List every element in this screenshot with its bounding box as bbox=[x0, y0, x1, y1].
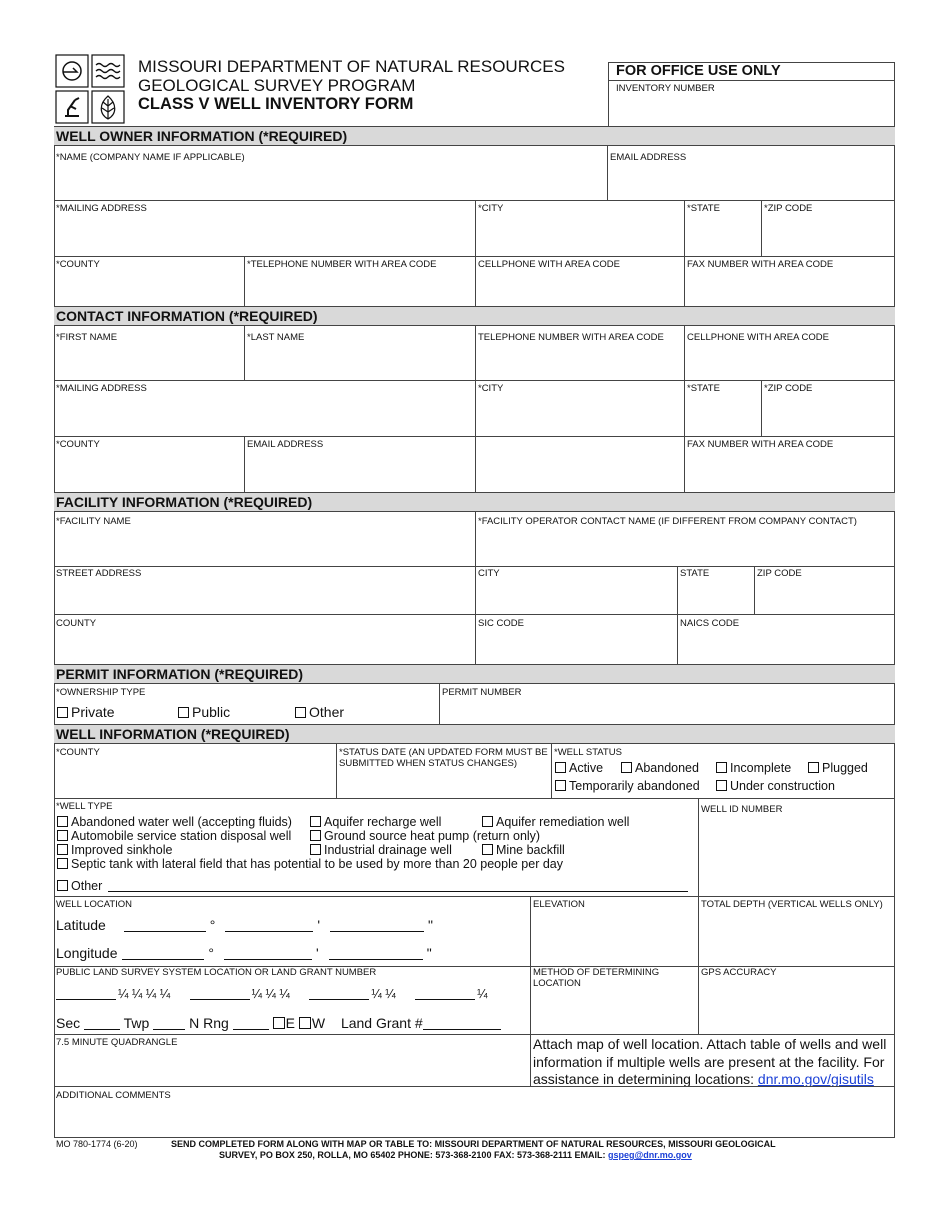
abandoned-label: Abandoned bbox=[635, 761, 699, 775]
quadrangle-label: 7.5 MINUTE QUADRANGLE bbox=[56, 1037, 178, 1048]
lat-minutes-field[interactable] bbox=[225, 919, 313, 932]
facility-operator-label: *FACILITY OPERATOR CONTACT NAME (IF DIFFERENT FROM COMPANY CONTACT) bbox=[478, 516, 857, 527]
gisutils-link[interactable]: dnr.mo.gov/gisutils bbox=[757, 1071, 874, 1087]
owner-zip-label: *ZIP CODE bbox=[764, 203, 813, 214]
facility-name-label: *FACILITY NAME bbox=[56, 516, 131, 527]
comments-label: ADDITIONAL COMMENTS bbox=[56, 1090, 171, 1101]
quarter-2-label: ¼ ¼ bbox=[371, 987, 396, 1001]
owner-mailing-field[interactable] bbox=[56, 215, 472, 253]
status-abandoned-option[interactable] bbox=[621, 761, 699, 775]
owner-fax-label: FAX NUMBER WITH AREA CODE bbox=[687, 259, 834, 270]
contact-first-field[interactable] bbox=[56, 344, 241, 378]
status-date-label-2: SUBMITTED WHEN STATUS CHANGES) bbox=[339, 758, 518, 769]
elevation-label: ELEVATION bbox=[533, 899, 585, 910]
type-ground-option[interactable] bbox=[310, 829, 540, 843]
method-label-2: LOCATION bbox=[533, 978, 581, 989]
well-county-field[interactable] bbox=[56, 760, 333, 796]
facility-street-field[interactable] bbox=[56, 580, 472, 612]
contact-state-label: *STATE bbox=[687, 383, 720, 394]
type-industrial-checkbox[interactable] bbox=[310, 844, 321, 855]
owner-email-label: EMAIL ADDRESS bbox=[610, 152, 687, 163]
contact-email-field[interactable] bbox=[247, 451, 681, 489]
facility-naics-label: NAICS CODE bbox=[680, 618, 740, 629]
temp-abandoned-label: Temporarily abandoned bbox=[569, 779, 700, 793]
contact-email-label: EMAIL ADDRESS bbox=[247, 439, 324, 450]
land-grant-label: Land Grant # bbox=[340, 1015, 423, 1031]
owner-cell-label: CELLPHONE WITH AREA CODE bbox=[478, 259, 621, 270]
long-minutes-field[interactable] bbox=[224, 947, 312, 960]
type-recharge-label: Aquifer recharge well bbox=[324, 815, 442, 829]
contact-state-field[interactable] bbox=[687, 395, 758, 433]
quarter-2-field[interactable] bbox=[309, 987, 369, 1000]
quarter-1-field[interactable] bbox=[415, 987, 475, 1000]
facility-city-field[interactable] bbox=[478, 580, 674, 612]
form-title: CLASS V WELL INVENTORY FORM bbox=[138, 95, 414, 113]
owner-section-header: WELL OWNER INFORMATION (*REQUIRED) bbox=[54, 126, 895, 146]
attach-note bbox=[533, 1036, 891, 1089]
plss-label: PUBLIC LAND SURVEY SYSTEM LOCATION OR LAND GRANT NUMBER bbox=[56, 967, 377, 978]
type-septic-option[interactable] bbox=[57, 857, 563, 871]
incomplete-label: Incomplete bbox=[730, 761, 792, 775]
sec-twp-rng-row bbox=[56, 1015, 501, 1031]
owner-state-field[interactable] bbox=[687, 215, 758, 253]
owner-mailing-label: *MAILING ADDRESS bbox=[56, 203, 147, 214]
footer-email-link[interactable]: gspeg@dnr.mo.gov bbox=[608, 1150, 692, 1160]
type-other-line[interactable] bbox=[108, 891, 688, 892]
type-auto-option[interactable] bbox=[57, 829, 291, 843]
longitude-label: Longitude bbox=[56, 945, 118, 961]
well-section-header: WELL INFORMATION (*REQUIRED) bbox=[54, 724, 895, 744]
owner-city-field[interactable] bbox=[478, 215, 681, 253]
other-label: Other bbox=[309, 704, 345, 720]
type-septic-label: Septic tank with lateral field that has potential to be used by more than 20 people per day bbox=[71, 857, 563, 871]
permit-number-label: PERMIT NUMBER bbox=[442, 687, 522, 698]
status-date-field[interactable] bbox=[339, 772, 548, 796]
contact-phone-label: TELEPHONE NUMBER WITH AREA CODE bbox=[478, 332, 664, 343]
comments-field[interactable] bbox=[56, 1103, 892, 1135]
active-label: Active bbox=[569, 761, 604, 775]
department-name: MISSOURI DEPARTMENT OF NATURAL RESOURCES bbox=[138, 57, 565, 76]
gps-accuracy-label: GPS ACCURACY bbox=[701, 967, 777, 978]
well-id-field[interactable] bbox=[701, 816, 892, 894]
west-label: W bbox=[311, 1015, 326, 1031]
owner-cell-field[interactable] bbox=[478, 271, 681, 303]
type-mine-label: Mine backfill bbox=[496, 843, 565, 857]
contact-zip-field[interactable] bbox=[764, 395, 892, 433]
latitude-label: Latitude bbox=[56, 917, 106, 933]
quarter-3-label: ¼ ¼ ¼ bbox=[251, 987, 290, 1001]
lat-degrees-field[interactable] bbox=[124, 919, 206, 932]
sec-field[interactable] bbox=[84, 1017, 120, 1030]
facility-state-label: STATE bbox=[680, 568, 710, 579]
owner-name-label: *NAME (COMPANY NAME IF APPLICABLE) bbox=[56, 152, 245, 163]
contact-fax-field[interactable] bbox=[687, 451, 892, 489]
type-sinkhole-option[interactable] bbox=[57, 843, 172, 857]
owner-fax-field[interactable] bbox=[687, 271, 892, 303]
ownership-private-option[interactable] bbox=[57, 704, 115, 720]
contact-phone-field[interactable] bbox=[478, 344, 681, 378]
contact-city-label: *CITY bbox=[478, 383, 504, 394]
facility-name-field[interactable] bbox=[56, 528, 472, 564]
type-abandoned-option[interactable] bbox=[57, 815, 292, 829]
contact-county-label: *COUNTY bbox=[56, 439, 100, 450]
type-abandoned-label: Abandoned water well (accepting fluids) bbox=[71, 815, 292, 829]
permit-section-header: PERMIT INFORMATION (*REQUIRED) bbox=[54, 664, 895, 684]
type-ground-label: Ground source heat pump (return only) bbox=[324, 829, 541, 843]
contact-last-label: *LAST NAME bbox=[247, 332, 305, 343]
facility-sic-label: SIC CODE bbox=[478, 618, 524, 629]
elevation-field[interactable] bbox=[533, 911, 695, 963]
type-remediation-label: Aquifer remediation well bbox=[496, 815, 630, 829]
type-sinkhole-label: Improved sinkhole bbox=[71, 843, 173, 857]
footer-line-2 bbox=[219, 1150, 692, 1161]
contact-zip-label: *ZIP CODE bbox=[764, 383, 813, 394]
type-other-checkbox[interactable] bbox=[57, 880, 68, 891]
owner-name-field[interactable] bbox=[56, 164, 604, 198]
owner-email-field[interactable] bbox=[610, 164, 892, 198]
well-status-label: *WELL STATUS bbox=[554, 747, 622, 758]
lat-seconds-field[interactable] bbox=[330, 919, 424, 932]
type-recharge-option[interactable] bbox=[310, 815, 441, 829]
type-sinkhole-checkbox[interactable] bbox=[57, 844, 68, 855]
type-mine-checkbox[interactable] bbox=[482, 844, 493, 855]
ownership-type-label: *OWNERSHIP TYPE bbox=[56, 687, 146, 698]
well-county-label: *COUNTY bbox=[56, 747, 100, 758]
dnr-logo bbox=[55, 54, 125, 124]
active-checkbox[interactable] bbox=[555, 762, 566, 773]
other-checkbox[interactable] bbox=[295, 707, 306, 718]
status-temp-abandoned-option[interactable] bbox=[555, 779, 700, 793]
gps-accuracy-field[interactable] bbox=[701, 980, 892, 1032]
facility-section-header: FACILITY INFORMATION (*REQUIRED) bbox=[54, 492, 895, 512]
private-label: Private bbox=[71, 704, 115, 720]
quarter-1-label: ¼ bbox=[477, 987, 488, 1001]
quarter-sections-row bbox=[56, 987, 488, 1001]
facility-street-label: STREET ADDRESS bbox=[56, 568, 142, 579]
type-auto-label: Automobile service station disposal well bbox=[71, 829, 292, 843]
abandoned-checkbox[interactable] bbox=[621, 762, 632, 773]
contact-fax-label: FAX NUMBER WITH AREA CODE bbox=[687, 439, 834, 450]
type-other-label: Other bbox=[71, 879, 103, 893]
plugged-checkbox[interactable] bbox=[808, 762, 819, 773]
contact-cell-field[interactable] bbox=[687, 344, 892, 378]
status-under-construction-option[interactable] bbox=[716, 779, 835, 793]
facility-county-field[interactable] bbox=[56, 630, 472, 662]
facility-sic-field[interactable] bbox=[478, 630, 674, 662]
public-label: Public bbox=[192, 704, 231, 720]
footer-line-2-text: SURVEY, PO BOX 250, ROLLA, MO 65402 PHONE: 573-368-2100 FAX: 573-368-2111 EMAIL: bbox=[219, 1150, 606, 1160]
type-industrial-label: Industrial drainage well bbox=[324, 843, 452, 857]
quarter-3-field[interactable] bbox=[190, 987, 250, 1000]
public-checkbox[interactable] bbox=[178, 707, 189, 718]
ownership-public-option[interactable] bbox=[178, 704, 230, 720]
facility-state-field[interactable] bbox=[680, 580, 751, 612]
long-degrees-field[interactable] bbox=[122, 947, 204, 960]
under-construction-label: Under construction bbox=[730, 779, 835, 793]
n-rng-label: N Rng bbox=[189, 1015, 229, 1031]
contact-county-field[interactable] bbox=[56, 451, 241, 489]
total-depth-field[interactable] bbox=[701, 911, 892, 963]
method-field[interactable] bbox=[533, 992, 695, 1032]
incomplete-checkbox[interactable] bbox=[716, 762, 727, 773]
facility-zip-field[interactable] bbox=[757, 580, 892, 612]
facility-county-label: COUNTY bbox=[56, 618, 97, 629]
type-abandoned-checkbox[interactable] bbox=[57, 816, 68, 827]
facility-zip-label: ZIP CODE bbox=[757, 568, 802, 579]
status-incomplete-option[interactable] bbox=[716, 761, 791, 775]
long-seconds-field[interactable] bbox=[329, 947, 423, 960]
type-ground-checkbox[interactable] bbox=[310, 830, 321, 841]
owner-zip-field[interactable] bbox=[764, 215, 892, 253]
owner-state-label: *STATE bbox=[687, 203, 720, 214]
twp-label: Twp bbox=[123, 1015, 150, 1031]
contact-mailing-label: *MAILING ADDRESS bbox=[56, 383, 147, 394]
west-checkbox[interactable] bbox=[299, 1017, 311, 1029]
quadrangle-field[interactable] bbox=[56, 1050, 526, 1084]
type-other-option[interactable] bbox=[57, 879, 102, 893]
contact-last-field[interactable] bbox=[247, 344, 472, 378]
inventory-number-label: INVENTORY NUMBER bbox=[616, 83, 715, 94]
owner-phone-label: *TELEPHONE NUMBER WITH AREA CODE bbox=[247, 259, 437, 270]
quarter-4-field[interactable] bbox=[56, 987, 116, 1000]
status-active-option[interactable] bbox=[555, 761, 603, 775]
status-date-label-1: *STATUS DATE (AN UPDATED FORM MUST BE bbox=[339, 747, 548, 758]
longitude-row: Longitude ° ' " bbox=[56, 945, 432, 961]
type-recharge-checkbox[interactable] bbox=[310, 816, 321, 827]
contact-section-header: CONTACT INFORMATION (*REQUIRED) bbox=[54, 306, 895, 326]
permit-number-field[interactable] bbox=[442, 699, 892, 721]
type-industrial-option[interactable] bbox=[310, 843, 452, 857]
type-mine-option[interactable] bbox=[482, 843, 565, 857]
method-label-1: METHOD OF DETERMINING bbox=[533, 967, 660, 978]
owner-phone-field[interactable] bbox=[247, 271, 472, 303]
status-plugged-option[interactable] bbox=[808, 761, 868, 775]
form-number: MO 780-1774 (6-20) bbox=[56, 1139, 138, 1149]
east-checkbox[interactable] bbox=[273, 1017, 285, 1029]
type-remediation-checkbox[interactable] bbox=[482, 816, 493, 827]
owner-county-label: *COUNTY bbox=[56, 259, 100, 270]
total-depth-label: TOTAL DEPTH (VERTICAL WELLS ONLY) bbox=[701, 899, 883, 910]
type-septic-checkbox[interactable] bbox=[57, 858, 68, 869]
footer-line-1: SEND COMPLETED FORM ALONG WITH MAP OR TABLE TO: MISSOURI DEPARTMENT OF NATURAL RESOURCES, MISSOURI GEOLOGICAL bbox=[171, 1139, 776, 1149]
facility-city-label: CITY bbox=[478, 568, 500, 579]
type-remediation-option[interactable] bbox=[482, 815, 629, 829]
sec-label: Sec bbox=[56, 1015, 81, 1031]
owner-county-field[interactable] bbox=[56, 271, 241, 303]
program-name: GEOLOGICAL SURVEY PROGRAM bbox=[138, 76, 416, 95]
contact-mailing-field[interactable] bbox=[56, 395, 472, 433]
owner-city-label: *CITY bbox=[478, 203, 504, 214]
facility-operator-field[interactable] bbox=[478, 528, 892, 564]
under-construction-checkbox[interactable] bbox=[716, 780, 727, 791]
well-id-label: WELL ID NUMBER bbox=[701, 804, 783, 815]
facility-naics-field[interactable] bbox=[680, 630, 892, 662]
private-checkbox[interactable] bbox=[57, 707, 68, 718]
rng-field[interactable] bbox=[233, 1017, 269, 1030]
well-type-label: *WELL TYPE bbox=[56, 801, 113, 812]
type-auto-checkbox[interactable] bbox=[57, 830, 68, 841]
latitude-row: Latitude ° ' " bbox=[56, 917, 433, 933]
contact-first-label: *FIRST NAME bbox=[56, 332, 118, 343]
twp-field[interactable] bbox=[153, 1017, 185, 1030]
office-use-title: FOR OFFICE USE ONLY bbox=[616, 63, 781, 79]
attach-note-text: Attach map of well location. Attach table of wells and well information if multiple wells are present at the facility. For assistance in determining locations: bbox=[533, 1036, 887, 1087]
land-grant-field[interactable] bbox=[423, 1017, 501, 1030]
east-label: E bbox=[285, 1015, 295, 1031]
plugged-label: Plugged bbox=[822, 761, 868, 775]
temp-abandoned-checkbox[interactable] bbox=[555, 780, 566, 791]
contact-city-field[interactable] bbox=[478, 395, 681, 433]
ownership-other-option[interactable] bbox=[295, 704, 344, 720]
well-location-label: WELL LOCATION bbox=[56, 899, 133, 910]
quarter-4-label: ¼ ¼ ¼ ¼ bbox=[118, 987, 171, 1001]
contact-cell-label: CELLPHONE WITH AREA CODE bbox=[687, 332, 830, 343]
inventory-number-field[interactable] bbox=[616, 95, 886, 123]
